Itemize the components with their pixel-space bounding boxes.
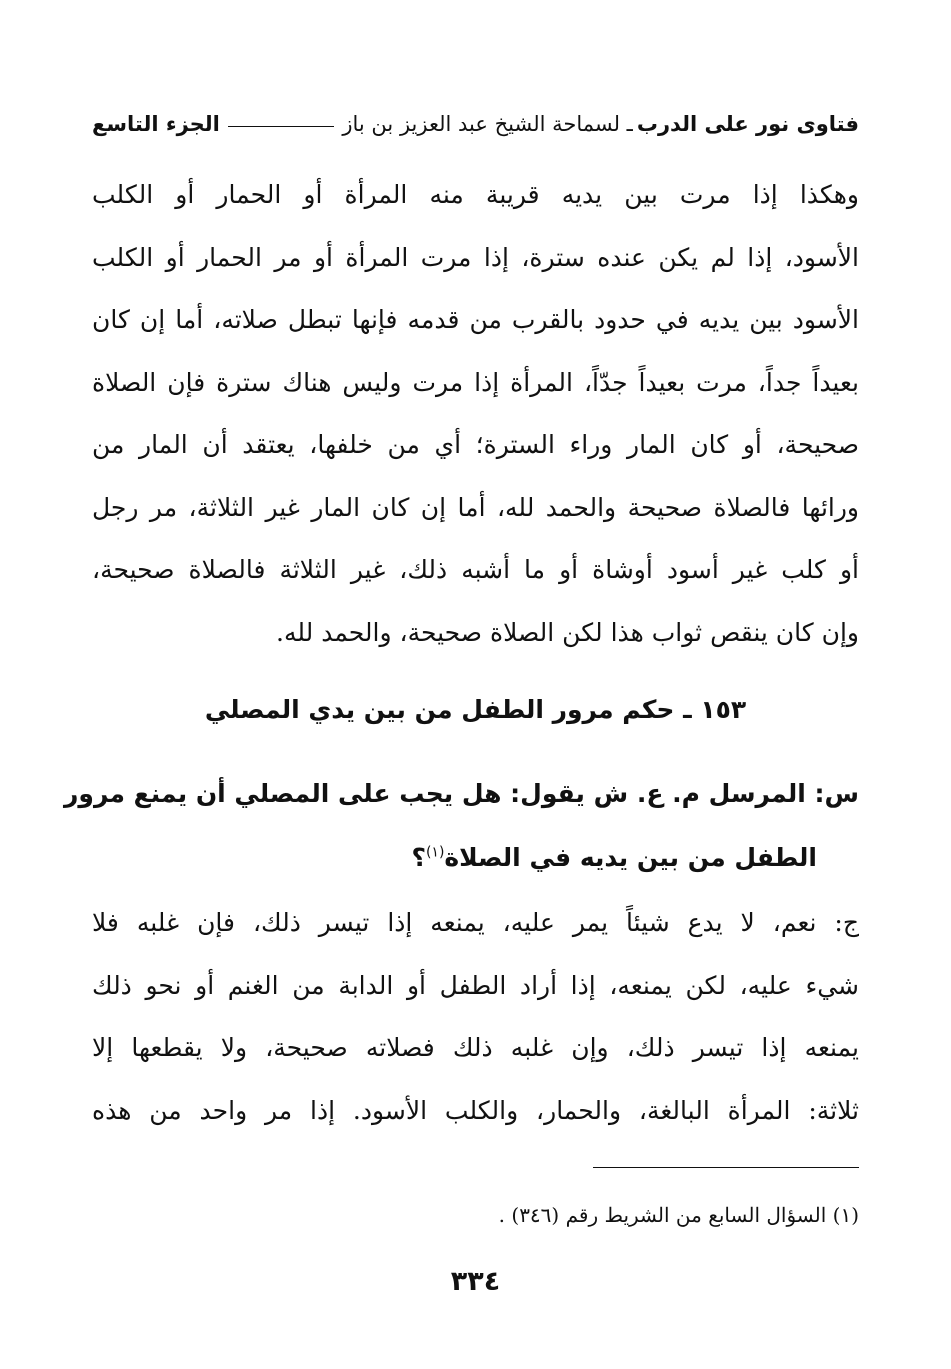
text-line: الأسود بين يديه في حدود بالقرب من قدمه فإنها تبطل صلاته، أما إن كان — [92, 305, 859, 334]
answer-paragraph — [92, 892, 859, 1142]
footnote-marker: (١) — [425, 844, 445, 861]
author-name: ـ لسماحة الشيخ عبد العزيز بن باز — [342, 112, 633, 136]
footnote: (١) السؤال السابع من الشريط رقم (٣٤٦) . — [498, 1203, 859, 1227]
question-line — [92, 826, 859, 890]
text-line: بعيداً جداً، مرت بعيداً جدّاً، المرأة إذا مرت وليس هناك سترة فإن الصلاة — [92, 367, 859, 397]
text-line: ورائها فالصلاة صحيحة والحمد لله، أما إن كان المار غير الثلاثة، مر رجل — [92, 492, 859, 522]
book-title: فتاوى نور على الدرب — [636, 112, 859, 136]
header-rule — [228, 126, 335, 127]
text-line: شيء عليه، لكن يمنعه، إذا أراد الطفل أو الدابة من الغنم أو نحو ذلك — [92, 970, 859, 1000]
volume-label: الجزء التاسع — [92, 112, 220, 136]
text-line: ج: نعم، لا يدع شيئاً يمر عليه، يمنعه إذا تيسر ذلك، فإن غلبه فلا — [92, 908, 859, 937]
text-line: صحيحة، أو كان المار وراء السترة؛ أي من خلفها، يعتقد أن المار من — [92, 430, 859, 459]
question-block — [64, 762, 859, 890]
text-line: أو كلب غير أسود أوشاة أو ما أشبه ذلك، غير الثلاثة فالصلاة صحيحة، — [92, 555, 859, 584]
text-line: وإن كان ينقص ثواب هذا لكن الصلاة صحيحة، والحمد لله. — [276, 617, 859, 647]
footnote-separator — [593, 1167, 859, 1168]
running-header — [92, 104, 859, 144]
text-line: وهكذا إذا مرت بين يديه قريبة منه المرأة أو الحمار أو الكلب — [92, 180, 859, 209]
text-line: يمنعه إذا تيسر ذلك، وإن غلبه ذلك فصلاته صحيحة، ولا يقطعها إلا — [92, 1033, 859, 1062]
question-line: س: المرسل م. ع. ش يقول: هل يجب على المصلي أن يمنع مرور — [64, 779, 859, 808]
section-heading: ١٥٣ ـ حكم مرور الطفل من بين يدي المصلي — [204, 695, 747, 724]
question-line-text: الطفل من بين يديه في الصلاة — [444, 843, 817, 872]
page-number: ٣٣٤ — [450, 1266, 501, 1297]
text-line: ثلاثة: المرأة البالغة، والحمار، والكلب الأسود. إذا مر واحد من هذه — [92, 1095, 859, 1125]
question-mark: ؟ — [411, 843, 426, 872]
text-line: الأسود، إذا لم يكن عنده سترة، إذا مرت المرأة أو مر الحمار أو الكلب — [92, 242, 859, 272]
paragraph-continuation — [92, 164, 859, 664]
